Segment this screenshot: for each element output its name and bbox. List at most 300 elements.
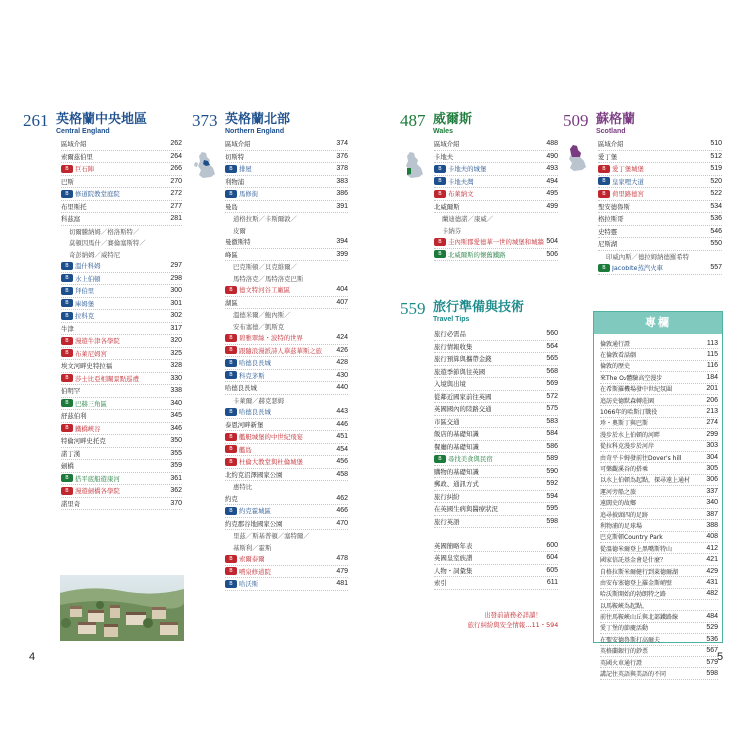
toc-item bbox=[598, 138, 722, 151]
toc-item-page: 567 bbox=[706, 647, 718, 655]
toc-list-northern bbox=[225, 138, 348, 591]
toc-item-label: 旅行糾紛 bbox=[434, 492, 460, 501]
toc-item bbox=[61, 323, 182, 336]
section-subtitle: Scotland bbox=[596, 128, 626, 135]
toc-item-page: 376 bbox=[336, 152, 348, 160]
toc-item-label: 漫遊牛津各學院 bbox=[75, 337, 120, 346]
toc-item bbox=[61, 423, 182, 436]
toc-item bbox=[434, 503, 558, 516]
toc-item bbox=[598, 238, 722, 251]
toc-item-page: 300 bbox=[170, 287, 182, 295]
toc-item bbox=[225, 357, 348, 370]
toc-item-page: 277 bbox=[170, 202, 182, 210]
section-number: 559 bbox=[400, 299, 426, 318]
feature-badge-icon: B bbox=[225, 580, 237, 588]
toc-item-page: 560 bbox=[546, 330, 558, 338]
toc-item-label: 英格蘭銀行的鈔票 bbox=[600, 648, 649, 656]
toc-item bbox=[600, 395, 718, 406]
toc-item-label: 旅遊季節與往英國 bbox=[434, 367, 486, 376]
toc-item bbox=[225, 406, 348, 419]
toc-item-page: 440 bbox=[336, 384, 348, 392]
toc-item-page: 428 bbox=[336, 359, 348, 367]
feature-badge-icon: B bbox=[225, 371, 237, 379]
toc-item-page: 304 bbox=[706, 453, 718, 461]
toc-list-wales bbox=[434, 138, 558, 261]
toc-item-page: 481 bbox=[336, 580, 348, 588]
toc-item-label: 自格拉斯米爾健行到萊德爾湖 bbox=[600, 568, 679, 576]
safety-note bbox=[447, 610, 579, 630]
toc-item-label: 杜倫大教堂與杜倫城堡 bbox=[239, 458, 303, 467]
toc-item-label: 可樂觀溪谷的搭乘 bbox=[600, 465, 649, 473]
toc-item bbox=[598, 213, 722, 226]
toc-item-label: 來The O₂體驗高空漫步 bbox=[600, 374, 663, 382]
toc-subitem bbox=[434, 528, 558, 540]
toc-item bbox=[61, 473, 182, 486]
toc-item-label: 巨石陣 bbox=[75, 165, 95, 174]
toc-item-page: 493 bbox=[546, 165, 558, 173]
section-subtitle: Northern England bbox=[225, 128, 285, 135]
toc-item-label: 哈沃斯 bbox=[239, 580, 259, 589]
toc-item bbox=[600, 543, 718, 554]
toc-item-label: 從溫德米爾登上黑嘴斯特山 bbox=[600, 545, 673, 553]
feature-badge-icon: B bbox=[225, 567, 237, 575]
toc-item-label: 英國皇室族譜 bbox=[434, 554, 473, 563]
toc-item bbox=[600, 406, 718, 417]
toc-item-page: 320 bbox=[170, 337, 182, 345]
toc-item-label: 北約克沼澤國家公園 bbox=[225, 470, 283, 479]
toc-item-page: 281 bbox=[170, 215, 182, 223]
toc-item-page: 605 bbox=[546, 566, 558, 574]
toc-item bbox=[434, 138, 558, 151]
feature-badge-icon: B bbox=[61, 262, 73, 270]
toc-item-page: 383 bbox=[336, 177, 348, 185]
toc-item-page: 443 bbox=[336, 408, 348, 416]
feature-badge-icon: B bbox=[598, 177, 610, 185]
toc-item-page: 600 bbox=[546, 541, 558, 549]
toc-item-label: 布里斯托 bbox=[61, 202, 87, 211]
toc-item-label: 旅行預算與攜帶金錢 bbox=[434, 355, 492, 364]
toc-item-label: 牛津 bbox=[61, 324, 74, 333]
toc-item-label: 巴克斯頓Country Park bbox=[600, 534, 663, 542]
toc-item-page: 328 bbox=[170, 362, 182, 370]
toc-item bbox=[225, 370, 348, 383]
toc-item-label: 史特靈 bbox=[598, 227, 618, 236]
toc-item bbox=[600, 463, 718, 474]
section-subtitle: Travel Tips bbox=[433, 316, 470, 323]
toc-item-page: 115 bbox=[706, 351, 718, 359]
toc-item-page: 317 bbox=[170, 324, 182, 332]
toc-item bbox=[225, 284, 348, 297]
toc-item-label: 愛丁堡 bbox=[598, 152, 618, 161]
section-number: 509 bbox=[563, 111, 589, 130]
toc-item-page: 262 bbox=[170, 140, 182, 148]
toc-item-page: 378 bbox=[336, 165, 348, 173]
toc-item-page: 299 bbox=[706, 430, 718, 438]
feature-badge-icon: B bbox=[61, 337, 73, 345]
toc-item bbox=[434, 188, 558, 201]
toc-item-label: 泰恩河畔新堡 bbox=[225, 420, 264, 429]
toc-item bbox=[225, 469, 348, 482]
toc-item bbox=[225, 249, 348, 262]
toc-item bbox=[225, 236, 348, 249]
toc-item-label: 伯明罕 bbox=[61, 387, 81, 396]
toc-item-label: 運河旁船之旅 bbox=[600, 488, 637, 496]
toc-item-label: 巴赫三角區 bbox=[75, 399, 107, 408]
toc-subitem bbox=[225, 261, 348, 273]
toc-item-page: 303 bbox=[706, 442, 718, 450]
toc-item-label: 碧雅翠絲・波特的世界 bbox=[239, 334, 303, 343]
toc-item-label: 北威爾斯的懷舊鐵路 bbox=[448, 250, 506, 259]
toc-item-page: 298 bbox=[170, 274, 182, 282]
toc-item-label: 噴泉修道院 bbox=[239, 567, 271, 576]
toc-item-label: 人物・詞彙集 bbox=[434, 566, 473, 575]
feature-badge-icon: B bbox=[61, 399, 73, 407]
toc-subitem bbox=[61, 237, 182, 249]
toc-item-label: 在倫敦看話劇 bbox=[600, 352, 637, 360]
toc-item-label: 莫頓因馬什／賽倫塞斯特／ bbox=[69, 239, 146, 248]
toc-item-page: 429 bbox=[706, 567, 718, 575]
toc-item-label: 艦艇城堡的中世紀飛宴 bbox=[239, 433, 303, 442]
toc-item bbox=[61, 498, 182, 511]
toc-item bbox=[598, 201, 722, 214]
toc-item-page: 404 bbox=[336, 286, 348, 294]
section-subtitle: Wales bbox=[433, 128, 453, 135]
toc-item bbox=[434, 453, 558, 466]
toc-item bbox=[600, 611, 718, 622]
feature-badge-icon: B bbox=[61, 287, 73, 295]
toc-item-page: 590 bbox=[546, 467, 558, 475]
toc-item-page: 337 bbox=[706, 487, 718, 495]
toc-item-label: 溫什科姆 bbox=[75, 262, 101, 271]
toc-item-page: 594 bbox=[546, 492, 558, 500]
toc-item-label: 排屋 bbox=[239, 165, 252, 174]
toc-item bbox=[434, 236, 558, 249]
toc-item-label: Jacobite蒸汽火車 bbox=[612, 264, 664, 273]
toc-item-label: 英國火車通行證 bbox=[600, 659, 643, 667]
toc-item bbox=[61, 163, 182, 176]
toc-item-label: 荷里路德宮 bbox=[612, 190, 644, 199]
toc-item-label: 1066年的哈斯汀戰役 bbox=[600, 409, 658, 417]
toc-item-label: 餐廳的基礎知識 bbox=[434, 442, 479, 451]
toc-item-label: 英國簡略年表 bbox=[434, 541, 473, 550]
toc-item-label: 拉科克 bbox=[75, 312, 95, 321]
section-title: 英格蘭中央地區 bbox=[56, 112, 148, 127]
toc-item-label: 卡萊爾／赫克瑟姆 bbox=[233, 396, 285, 405]
toc-item bbox=[600, 441, 718, 452]
toc-item-page: 306 bbox=[706, 476, 718, 484]
toc-item bbox=[434, 466, 558, 479]
toc-item-page: 484 bbox=[706, 613, 718, 621]
toc-item-page: 458 bbox=[336, 470, 348, 478]
toc-item-label: 巴克斯頓／貝克維爾／ bbox=[233, 263, 297, 272]
toc-subitem bbox=[225, 530, 348, 542]
toc-item bbox=[225, 505, 348, 518]
toc-item-page: 466 bbox=[336, 507, 348, 515]
toc-item-label: 飯店的基礎知識 bbox=[434, 430, 479, 439]
toc-item-page: 611 bbox=[546, 579, 558, 587]
toc-item bbox=[600, 600, 718, 611]
toc-item bbox=[598, 151, 722, 164]
toc-item bbox=[600, 554, 718, 565]
section-title: 蘇格蘭 bbox=[596, 112, 636, 127]
toc-item-page: 201 bbox=[706, 385, 718, 393]
toc-item-label: 倫敦通行證 bbox=[600, 340, 631, 348]
toc-item-label: 國家信託基金會是什麼？ bbox=[600, 557, 667, 565]
feature-badge-icon: B bbox=[225, 408, 237, 416]
toc-item-label: 搭平底船遊康河 bbox=[75, 474, 120, 483]
column-box bbox=[593, 311, 723, 679]
toc-item-page: 345 bbox=[170, 412, 182, 420]
toc-item bbox=[225, 431, 348, 444]
toc-item bbox=[434, 151, 558, 164]
toc-item-page: 325 bbox=[170, 349, 182, 357]
toc-item-page: 412 bbox=[706, 544, 718, 552]
toc-item bbox=[600, 497, 718, 508]
toc-item-page: 399 bbox=[336, 250, 348, 258]
toc-item-label: 圭內斯郡愛德華一世的城堡和城牆 bbox=[448, 238, 544, 247]
toc-item bbox=[600, 668, 718, 679]
feature-badge-icon: B bbox=[434, 238, 446, 246]
toc-item-page: 213 bbox=[706, 408, 718, 416]
toc-item-label: 哈德良長城 bbox=[239, 408, 271, 417]
toc-subitem bbox=[434, 225, 558, 237]
toc-item-label: 基斯利／霍斯 bbox=[233, 543, 272, 552]
toc-item bbox=[434, 428, 558, 441]
toc-item bbox=[61, 348, 182, 361]
toc-item-label: 諾里奇 bbox=[61, 499, 81, 508]
toc-item-page: 482 bbox=[706, 590, 718, 598]
toc-list-central bbox=[61, 138, 182, 510]
toc-item-label: 諾丁漢 bbox=[61, 449, 81, 458]
toc-item bbox=[61, 176, 182, 189]
toc-item-page: 446 bbox=[336, 420, 348, 428]
toc-item-label: 哈德良長城 bbox=[239, 359, 271, 368]
feature-badge-icon: B bbox=[598, 165, 610, 173]
toc-item-label: 約克郡谷地國家公園 bbox=[225, 519, 283, 528]
toc-item-page: 478 bbox=[336, 555, 348, 563]
toc-item bbox=[600, 475, 718, 486]
toc-item-page: 536 bbox=[710, 215, 722, 223]
toc-item-label: 區域介紹 bbox=[61, 140, 87, 149]
toc-item bbox=[600, 349, 718, 360]
toc-item-page: 598 bbox=[546, 517, 558, 525]
toc-item-page: 470 bbox=[336, 519, 348, 527]
toc-item bbox=[61, 151, 182, 164]
toc-item-label: 聖安德魯斯 bbox=[598, 202, 630, 211]
toc-item-page: 431 bbox=[706, 578, 718, 586]
feature-badge-icon: B bbox=[225, 165, 237, 173]
toc-item bbox=[225, 188, 348, 201]
toc-item-page: 529 bbox=[706, 624, 718, 632]
toc-item-page: 579 bbox=[706, 658, 718, 666]
feature-badge-icon: B bbox=[61, 312, 73, 320]
toc-item-page: 569 bbox=[546, 380, 558, 388]
toc-item-page: 589 bbox=[546, 455, 558, 463]
toc-item-page: 488 bbox=[546, 140, 558, 148]
feature-badge-icon: B bbox=[61, 190, 73, 198]
toc-item-page: 583 bbox=[546, 417, 558, 425]
toc-item-label: 科茲窩 bbox=[61, 215, 81, 224]
toc-item bbox=[434, 328, 558, 341]
toc-item-label: 峰區 bbox=[225, 250, 238, 259]
toc-item-page: 361 bbox=[170, 474, 182, 482]
feature-badge-icon: B bbox=[61, 165, 73, 173]
toc-item-page: 386 bbox=[336, 190, 348, 198]
toc-item-label: 布萊納文 bbox=[448, 190, 474, 199]
feature-badge-icon: B bbox=[61, 424, 73, 432]
toc-item-label: 莎士比亞相關景點巡禮 bbox=[75, 374, 139, 383]
toc-item-page: 206 bbox=[706, 396, 718, 404]
toc-item-label: 哈德良長城 bbox=[225, 384, 257, 393]
toc-item-page: 595 bbox=[546, 505, 558, 513]
toc-item-label: 愛丁堡的節慶活動 bbox=[600, 625, 649, 633]
section-number: 487 bbox=[400, 111, 426, 130]
toc-item bbox=[434, 552, 558, 565]
toc-item bbox=[61, 460, 182, 473]
feature-badge-icon: B bbox=[61, 487, 73, 495]
toc-item bbox=[598, 262, 722, 275]
toc-item-page: 301 bbox=[170, 299, 182, 307]
toc-item-label: 旅行英語 bbox=[434, 517, 460, 526]
toc-item-page: 113 bbox=[706, 339, 718, 347]
feature-badge-icon: B bbox=[61, 299, 73, 307]
toc-item-page: 340 bbox=[170, 399, 182, 407]
toc-item-label: 曼徹斯特 bbox=[225, 238, 251, 247]
toc-item-label: 哈沃斯開始的勃朗特之路 bbox=[600, 591, 667, 599]
toc-item bbox=[61, 448, 182, 461]
toc-item bbox=[434, 577, 558, 590]
toc-item-label: 追尋披頭四的足跡 bbox=[600, 511, 649, 519]
feature-badge-icon: B bbox=[225, 507, 237, 515]
toc-item bbox=[61, 373, 182, 386]
toc-item-label: 皮爾 bbox=[233, 226, 246, 235]
toc-item-label: 講記住英語與美語的不同 bbox=[600, 671, 667, 679]
toc-item bbox=[434, 540, 558, 553]
toc-item-page: 584 bbox=[546, 430, 558, 438]
toc-item-page: 550 bbox=[710, 240, 722, 248]
toc-item-label: 切斯特 bbox=[225, 152, 245, 161]
toc-subitem bbox=[225, 321, 348, 333]
toc-item-label: 從拉科克漫步於河岸 bbox=[600, 443, 655, 451]
toc-item-label: 格拉斯哥 bbox=[598, 215, 624, 224]
toc-item bbox=[225, 151, 348, 164]
toc-item-label: 蘭迪德諾／康威／ bbox=[442, 215, 494, 224]
toc-item bbox=[434, 491, 558, 504]
column-list bbox=[594, 334, 722, 680]
toc-item bbox=[434, 353, 558, 366]
toc-item bbox=[600, 646, 718, 657]
toc-item bbox=[600, 634, 718, 645]
toc-subitem bbox=[225, 309, 348, 321]
toc-item-label: 珍・奧斯丁與巴斯 bbox=[600, 420, 649, 428]
toc-item-label: 艦島 bbox=[239, 445, 252, 454]
toc-subitem bbox=[225, 481, 348, 493]
toc-item bbox=[600, 372, 718, 383]
toc-item-page: 394 bbox=[336, 238, 348, 246]
toc-item-page: 346 bbox=[170, 424, 182, 432]
feature-badge-icon: B bbox=[61, 274, 73, 282]
toc-item-label: 特倫河畔史托克 bbox=[61, 437, 106, 446]
toc-item-label: 愛丁堡城堡 bbox=[612, 165, 644, 174]
toc-item-page: 305 bbox=[706, 464, 718, 472]
toc-item bbox=[434, 176, 558, 189]
toc-item bbox=[61, 398, 182, 411]
toc-item-page: 495 bbox=[546, 190, 558, 198]
toc-item-label: 入境與出境 bbox=[434, 380, 466, 389]
toc-item bbox=[225, 553, 348, 566]
feature-badge-icon: B bbox=[225, 334, 237, 342]
feature-badge-icon: B bbox=[598, 264, 610, 272]
toc-subitem bbox=[61, 226, 182, 238]
toc-subitem bbox=[598, 251, 722, 263]
toc-item-label: 舒茲伯利 bbox=[61, 412, 87, 421]
toc-item-label: 利物浦 bbox=[225, 177, 245, 186]
toc-item bbox=[225, 456, 348, 469]
toc-item bbox=[434, 201, 558, 214]
toc-item-label: 市區交通 bbox=[434, 417, 460, 426]
toc-item-page: 586 bbox=[546, 442, 558, 450]
section-number: 261 bbox=[23, 111, 49, 130]
toc-item bbox=[61, 435, 182, 448]
toc-subitem bbox=[225, 395, 348, 407]
toc-item-page: 598 bbox=[706, 670, 718, 678]
toc-item-label: 馬特洛克／馬特洛克巴斯 bbox=[233, 274, 304, 283]
toc-item-page: 536 bbox=[706, 635, 718, 643]
toc-item-page: 451 bbox=[336, 433, 348, 441]
toc-item-page: 330 bbox=[170, 374, 182, 382]
feature-badge-icon: B bbox=[225, 190, 237, 198]
toc-item-label: 鐵橋峽谷 bbox=[75, 424, 101, 433]
toc-item-page: 359 bbox=[170, 462, 182, 470]
toc-item-label: 區域介紹 bbox=[598, 140, 624, 149]
toc-item bbox=[225, 444, 348, 457]
feature-badge-icon: B bbox=[225, 445, 237, 453]
map-scotland-icon bbox=[564, 143, 588, 177]
toc-item-label: 漫遊劍橋各學院 bbox=[75, 487, 120, 496]
section-subtitle: Central England bbox=[56, 128, 110, 135]
toc-item bbox=[225, 176, 348, 189]
toc-item-page: 454 bbox=[336, 445, 348, 453]
toc-item-page: 362 bbox=[170, 487, 182, 495]
toc-item-page: 557 bbox=[710, 264, 722, 272]
toc-item bbox=[225, 566, 348, 579]
toc-item-label: 由奇平卡姆發前往Dover's hill bbox=[600, 454, 682, 462]
toc-item-label: 卡納芬 bbox=[442, 226, 462, 235]
toc-item bbox=[61, 298, 182, 311]
toc-subitem bbox=[225, 273, 348, 285]
toc-item bbox=[225, 419, 348, 432]
toc-item-label: 曼島 bbox=[225, 202, 238, 211]
toc-item bbox=[600, 566, 718, 577]
toc-item bbox=[600, 452, 718, 463]
toc-item-label: 修道院教堂庭院 bbox=[75, 190, 120, 199]
map-northern-england-icon bbox=[193, 150, 217, 184]
toc-item-page: 116 bbox=[706, 362, 718, 370]
toc-item-label: 旅行必需品 bbox=[434, 330, 466, 339]
toc-item-label: 跟隨浪漫派詩人華茲華斯之旅 bbox=[239, 346, 323, 355]
toc-item-page: 510 bbox=[710, 140, 722, 148]
toc-item bbox=[598, 188, 722, 201]
column-title: 專欄 bbox=[594, 312, 722, 334]
toc-item bbox=[61, 285, 182, 298]
feature-badge-icon: B bbox=[434, 455, 446, 463]
toc-item-label: 英國國內的陸路交通 bbox=[434, 405, 492, 414]
toc-item bbox=[225, 201, 348, 214]
feature-badge-icon: B bbox=[598, 190, 610, 198]
toc-item-label: 溫德米爾／鮑內斯／ bbox=[233, 311, 291, 320]
toc-item-page: 504 bbox=[546, 238, 558, 246]
toc-item-page: 302 bbox=[170, 312, 182, 320]
